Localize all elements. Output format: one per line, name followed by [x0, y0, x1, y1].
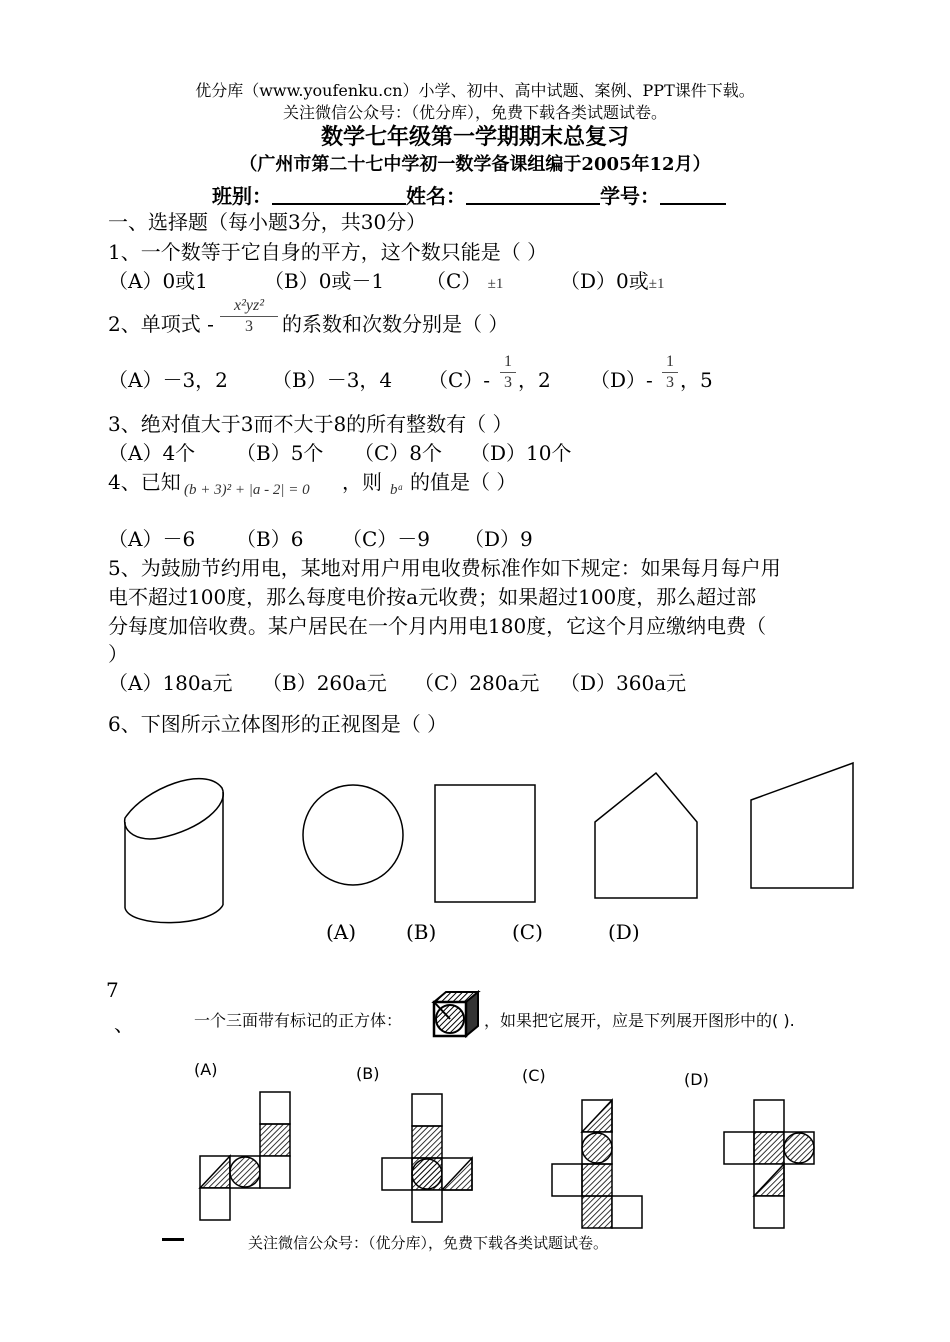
q2-option-a: （A）－3，2	[108, 368, 228, 392]
q3-option-c: （C）8个	[354, 441, 443, 465]
q5-option-d: （D）360a元	[560, 671, 687, 695]
q4-stem-post: 的值是（ ）	[410, 470, 517, 494]
q4-power-expression: bᵃ	[390, 482, 404, 498]
q1-option-b: （B）0或－1	[264, 269, 385, 293]
q7-nets	[180, 1080, 880, 1240]
q2-option-b: （B）－3，4	[272, 368, 393, 392]
q7-enumeration-mark: 、	[114, 1012, 134, 1036]
q7-net-a	[200, 1092, 290, 1220]
q7-label-a: (A)	[194, 1060, 218, 1079]
name-blank	[466, 185, 600, 205]
q4-stem-mid: ，则	[342, 470, 382, 494]
class-blank	[272, 185, 406, 205]
q4-option-a: （A）－6	[108, 527, 196, 551]
q7-label-b: (B)	[356, 1064, 380, 1083]
q3-option-b: （B）5个	[236, 441, 324, 465]
number-label: 学号：	[600, 184, 660, 208]
q6-solid-figure	[125, 779, 224, 923]
student-info	[212, 180, 726, 209]
q6-label-c: (C)	[512, 920, 543, 944]
q6-option-c-pentagon	[595, 773, 697, 898]
class-label: 班别：	[212, 184, 272, 208]
q2-option-d-fraction: $\frac{1}{3}$	[662, 352, 678, 393]
q2-option-d-post: ，5	[680, 368, 713, 392]
q7-label-c: (C)	[522, 1066, 546, 1085]
page-title: 数学七年级第一学期期末总复习	[320, 124, 629, 150]
q6-option-b-rectangle	[435, 785, 535, 902]
q2-option-c-post: ，2	[518, 368, 551, 392]
q7-net-b	[382, 1094, 472, 1222]
q6-label-d: (D)	[608, 920, 640, 944]
q1-option-c: （C） ±1	[426, 269, 504, 293]
q7-stem-pre: 一个三面带有标记的正方体：	[194, 1011, 403, 1030]
q4-option-b: （B）6	[236, 527, 304, 551]
q7-net-d	[724, 1100, 814, 1228]
q1-option-d: （D）0或±1	[560, 269, 665, 293]
q5-option-c: （C）280a元	[414, 671, 540, 695]
q4-option-d: （D）9	[464, 527, 533, 551]
q7-number: 7	[106, 978, 119, 1002]
page-subtitle: （广州市第二十七中学初一数学备课组编于2005年12月）	[239, 154, 711, 175]
q5-line-2: 电不超过100度，那么每度电价按a元收费；如果超过100度，那么超过部	[108, 585, 757, 609]
q2-option-d: （D）-	[590, 368, 653, 392]
q6-option-d-trapezoid	[751, 763, 853, 888]
header-line-1: 优分库（www.youfenku.cn）小学、初中、高中试题、案例、PPT课件下载。	[195, 81, 755, 100]
q6-figures	[100, 760, 870, 930]
q6-label-a: (A)	[326, 920, 357, 944]
q6-stem: 6、下图所示立体图形的正视图是（ ）	[108, 712, 448, 736]
footer-mark	[162, 1238, 184, 1241]
number-blank	[660, 185, 726, 205]
name-label: 姓名：	[406, 184, 466, 208]
q2-monomial-fraction: $\frac{\text{x²yz²}}{3}$	[220, 296, 278, 337]
q6-option-a-circle	[303, 785, 403, 885]
q2-option-c-fraction: $\frac{1}{3}$	[500, 352, 516, 393]
q4-option-c: （C）－9	[342, 527, 431, 551]
q5-option-a: （A）180a元	[108, 671, 233, 695]
q1-stem: 1、一个数等于它自身的平方，这个数只能是（ ）	[108, 240, 548, 264]
q2-stem-post: 的系数和次数分别是（ ）	[282, 312, 509, 336]
q5-line-3: 分每度加倍收费。某户居民在一个月内用电180度，它这个月应缴纳电费（	[108, 614, 767, 638]
q1-option-a: （A）0或1	[108, 269, 208, 293]
q7-label-d: (D)	[684, 1070, 709, 1089]
footer-text: 关注微信公众号：（优分库），免费下载各类试题试卷。	[248, 1234, 609, 1252]
q4-stem-pre: 4、已知	[108, 470, 181, 494]
q5-line-4: ）	[108, 642, 128, 666]
q2-stem-pre: 2、单项式 -	[108, 312, 214, 336]
q5-line-1: 5、为鼓励节约用电，某地对用户用电收费标准作如下规定：如果每月每户用	[108, 556, 781, 580]
section-heading: 一、选择题（每小题3分，共30分）	[108, 210, 427, 234]
header-line-2: 关注微信公众号：（优分库），免费下载各类试题试卷。	[282, 103, 667, 122]
q7-marked-cube	[430, 990, 482, 1042]
q7-stem-post: ，如果把它展开，应是下列展开图形中的( ).	[484, 1011, 795, 1030]
q2-option-c: （C）-	[428, 368, 491, 392]
q6-label-b: (B)	[406, 920, 437, 944]
q3-option-a: （A）4个	[108, 441, 196, 465]
q5-option-b: （B）260a元	[262, 671, 387, 695]
q3-stem: 3、绝对值大于3而不大于8的所有整数有（ ）	[108, 412, 513, 436]
q7-net-c	[552, 1100, 642, 1228]
q3-option-d: （D）10个	[470, 441, 572, 465]
q4-condition-formula: (b + 3)² + |a - 2| = 0	[184, 482, 310, 498]
